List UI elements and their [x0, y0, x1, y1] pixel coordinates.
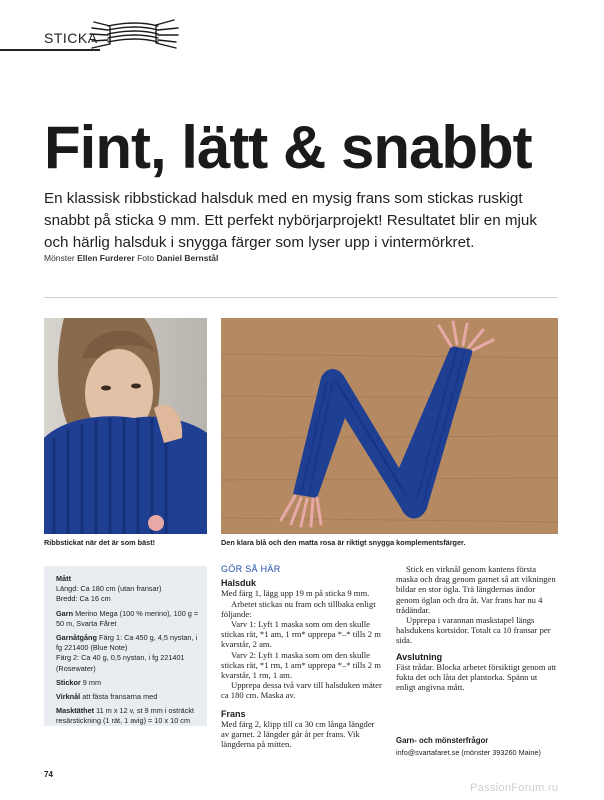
halsduk-p2: Arbetet stickas nu fram och tillbaka enligt följande:	[221, 598, 376, 619]
yarn-skein-icon	[88, 14, 180, 54]
section-label: STICKA	[44, 30, 98, 46]
photo-caption-right: Den klara blå och den matta rosa är riktigt snygga komplementsfärger.	[221, 538, 466, 547]
halsduk-p3: Varv 1: Lyft 1 maska som om den skulle stickas rät, *1 am, 1 rm* upprepa *–* tills 2 m kvarstår, 2 am.	[221, 619, 381, 650]
photo-scarf-on-wood	[221, 318, 558, 534]
matt-heading: Mått	[56, 574, 71, 583]
contact-heading: Garn- och mönsterfrågor	[396, 736, 489, 745]
halsduk-p1: Med färg 1, lägg upp 19 m på sticka 9 mm.	[221, 588, 370, 599]
instructions-kicker: GÖR SÅ HÄR	[221, 564, 281, 574]
divider	[44, 297, 558, 298]
instructions-column-1	[221, 564, 383, 749]
garnatgang-color2: Färg 2: Ca 40 g, 0,5 nystan, i fg 221401 (Rosewater)	[56, 653, 185, 673]
stickor-line: Stickor 9 mm	[56, 677, 102, 687]
materials-box	[44, 566, 207, 726]
article-lead: En klassisk ribbstickad halsduk med en mysig frans som stickas ruskigt snabbt på sticka 9 mm. Ett perfekt nybörjarprojekt! Resultatet blir en mjuk och härlig halsduk i snygga färger som lyser upp i vintermörkret.	[44, 190, 537, 251]
garnatgang-line: Garnåtgång Färg 1: Ca 450 g, 4,5 nystan, i fg 221400 (Blue Note)	[56, 633, 198, 653]
matt-width: Bredd: Ca 16 cm	[56, 594, 111, 604]
instructions-column-2	[396, 564, 558, 692]
avslutning-p: Fäst trådar. Blocka arbetet försiktigt genom att fukta det och låta det plantorka. Spänn ut enligt angivna mått.	[396, 661, 557, 693]
halsduk-heading: Halsduk	[221, 578, 257, 589]
contact-text: info@svartafaret.se (mönster 393260 Maine)	[396, 748, 541, 757]
article-credits: Mönster Ellen Furderer Foto Daniel Bernstål	[44, 253, 219, 263]
halsduk-p4: Varv 2: Lyft 1 maska som om den skulle stickas rät, *1 rm, 1 am* upprepa *–* tills 2 m kvarstår, 1 rm, 1 am.	[221, 649, 381, 681]
frans-p1: Med färg 2, klipp till ca 30 cm långa längder av garnet. 2 längder går åt per frans. Vik längderna på mitten.	[221, 718, 375, 750]
halsduk-p5: Upprepa dessa två varv till halsduken mäter ca 180 cm. Maska av.	[221, 680, 382, 701]
matt-length: Längd: Ca 180 cm (utan fransar)	[56, 584, 162, 594]
watermark: PassionForum.ru	[470, 782, 559, 794]
frans-p3: Upprepa i varannan maskstapel längs halsdukens kortsidor. Totalt ca 10 fransar per sida.	[396, 615, 551, 646]
article-title: Fint, lätt & snabbt	[44, 114, 532, 181]
virknal-line: Virknål att fästa fransarna med	[56, 692, 158, 702]
photo-caption-left: Ribbstickat när det är som bäst!	[44, 538, 156, 547]
section-rule	[0, 49, 100, 51]
page-number: 74	[44, 770, 53, 779]
frans-heading: Frans	[221, 708, 246, 719]
photo-woman-scarf	[44, 318, 207, 534]
garn-line: Garn Merino Mega (100 % merino), 100 g = 50 m, Svarta Fåret	[56, 608, 199, 628]
avslutning-heading: Avslutning	[396, 651, 443, 662]
frans-p2: Stick en virknål genom kantens första maska och drag genom garnet så att vikningen bildar en stor ögla. Trä längdernas ändor genom öglan och dra åt. Var frans har nu 4 trådändar.	[396, 564, 556, 615]
masktathet-line: Masktäthet 11 m x 12 v, st 9 mm i osträckt resärstickning (1 rät, 1 avig) = 10 x 10 cm	[56, 706, 195, 726]
